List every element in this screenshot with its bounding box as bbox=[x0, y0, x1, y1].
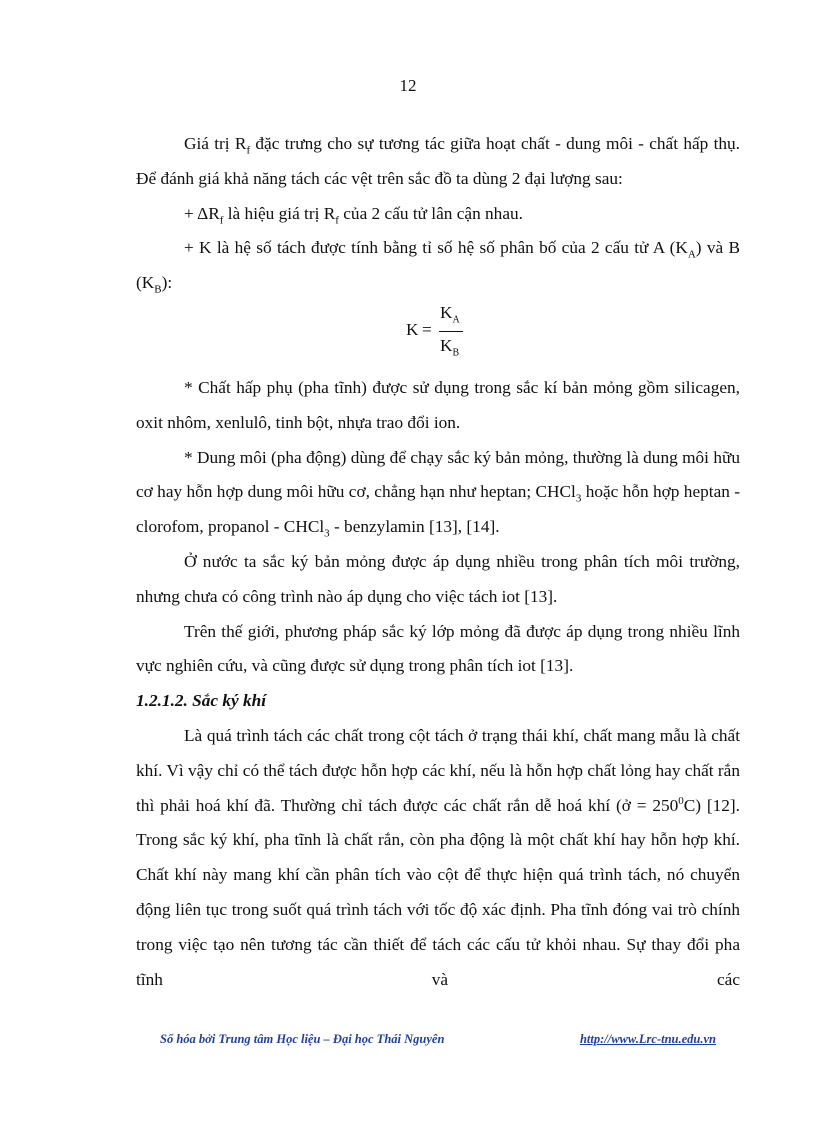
text: * Dung môi (pha động) dùng để chạy sắc ký bản mỏng, thường là dung môi hữu cơ hay hỗn hợp dung môi hữu cơ, chẳng hạn như heptan; CHCl bbox=[136, 447, 740, 502]
formula-lhs: K bbox=[406, 319, 419, 339]
footer-credit: Số hóa bởi Trung tâm Học liệu – Đại học Thái Nguyên bbox=[160, 1032, 445, 1046]
formula-denominator bbox=[440, 335, 460, 359]
formula-numerator bbox=[440, 302, 460, 326]
superscript: 0 bbox=[678, 794, 684, 807]
paragraph-k bbox=[136, 231, 740, 301]
paragraph-domestic: Ở nước ta sắc ký bản mỏng được áp dụng nhiều trong phân tích môi trường, nhưng chưa có công trình nào áp dụng cho việc tách iot [13]. bbox=[136, 551, 740, 606]
subscript: 3 bbox=[324, 527, 330, 540]
text: của 2 cấu tử lân cận nhau. bbox=[338, 203, 523, 223]
subscript: f bbox=[219, 214, 224, 227]
text: + K là hệ số tách được tính bằng tỉ số hệ số phân bố của 2 cấu tử A (K bbox=[184, 238, 688, 258]
text: K bbox=[440, 302, 453, 322]
subscript: A bbox=[687, 248, 696, 261]
text: ) và B (K bbox=[136, 238, 741, 293]
page-footer bbox=[160, 1032, 716, 1052]
text: hoặc hỗn hợp heptan - clorofom, propanol - CHCl bbox=[136, 482, 741, 537]
subscript: f bbox=[335, 214, 339, 227]
subscript: A bbox=[452, 314, 460, 326]
fraction-bar bbox=[439, 331, 463, 332]
paragraph-rf bbox=[136, 127, 740, 197]
footer-link[interactable]: http://www.Lrc-tnu.edu.vn bbox=[579, 1032, 716, 1046]
formula-k bbox=[136, 303, 740, 363]
text: C) [12]. Trong sắc ký khí, pha tĩnh là chất rắn, còn pha động là một chất khí hay hỗn hợp khí. Chất khí này mang khí cần phân tích vào cột để thực hiện quá trình tách, nó chuyển động liên tục trong suốt quá trình tách với tốc độ xác định. Pha tĩnh đóng vai trò chính trong việc tạo nên tương tác cần thiết để tách các cấu tử khỏi nhau. Sự thay đổi pha tĩnh và các bbox=[136, 795, 740, 989]
text: + ΔR bbox=[184, 203, 220, 223]
subscript: B bbox=[452, 347, 460, 359]
text: K bbox=[440, 335, 453, 355]
paragraph-gas-chromatography bbox=[136, 719, 740, 997]
paragraph-mobile-phase bbox=[136, 441, 740, 545]
text: Giá trị R bbox=[184, 134, 247, 153]
text: đặc trưng cho sự tương tác giữa hoạt chất - dung môi - chất hấp thụ. Để đánh giá khả năng tách các vệt trên sắc đồ ta dùng 2 đại lượng sau: bbox=[136, 134, 740, 188]
subscript: B bbox=[154, 283, 162, 296]
text: Là quá trình tách các chất trong cột tách ở trạng thái khí, chất mang mẫu là chất khí. Vì vậy chỉ có thể tách được hỗn hợp các khí, nếu là hỗn hợp chất lỏng hay chất rắn thì phải hoá khí đã. Thường chỉ tách được các chất rắn dễ hoá khí (ở = 250 bbox=[136, 725, 740, 815]
page-number: 12 bbox=[399, 76, 417, 95]
subscript: f bbox=[246, 144, 251, 157]
text: ): bbox=[161, 273, 173, 293]
page-content bbox=[136, 127, 740, 997]
paragraph-world: Trên thế giới, phương pháp sắc ký lớp mỏng đã được áp dụng trong nhiều lĩnh vực nghiên cứu, và cũng được sử dụng trong phân tích iot [13]. bbox=[136, 621, 740, 676]
formula-equals: = bbox=[422, 319, 432, 339]
paragraph-delta-rf bbox=[136, 197, 740, 232]
text: là hiệu giá trị R bbox=[223, 203, 336, 223]
text: - benzylamin [13], [14]. bbox=[329, 517, 500, 537]
fraction bbox=[396, 303, 486, 363]
subscript: 3 bbox=[575, 492, 582, 505]
paragraph-stationary-phase: * Chất hấp phụ (pha tĩnh) được sử dụng trong sắc kí bản mỏng gồm silicagen, oxit nhôm, xenlulô, tinh bột, nhựa trao đổi ion. bbox=[136, 377, 740, 432]
section-heading: 1.2.1.2. Sắc ký khí bbox=[136, 691, 267, 711]
